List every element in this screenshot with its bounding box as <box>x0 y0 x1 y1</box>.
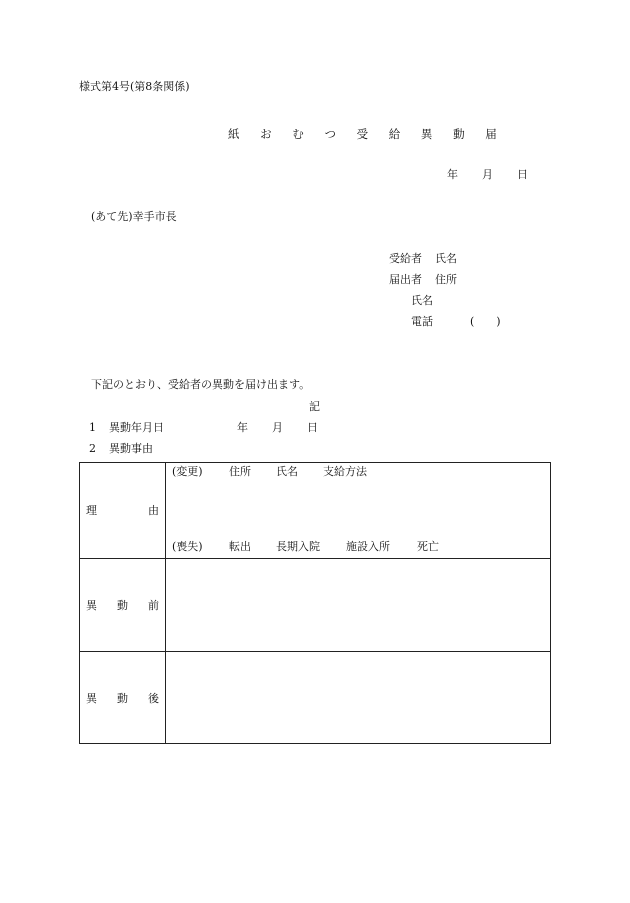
change-prefix: (変更) <box>172 465 203 478</box>
before-label-3: 前 <box>148 599 159 612</box>
notifier-label: 届出者 <box>389 273 422 286</box>
change-option-payment-method[interactable]: 支給方法 <box>323 465 367 478</box>
reason-label-2: 由 <box>148 504 159 517</box>
loss-option-facility[interactable]: 施設入所 <box>346 540 390 553</box>
item1-year: 年 <box>237 421 248 434</box>
reason-table <box>79 462 551 744</box>
loss-prefix: (喪失) <box>172 540 203 553</box>
date-day-label: 日 <box>517 168 528 181</box>
change-option-name[interactable]: 氏名 <box>276 465 298 478</box>
item1-number: 1 <box>89 421 96 434</box>
reason-label-1: 理 <box>86 504 97 517</box>
loss-option-hospitalization[interactable]: 長期入院 <box>276 540 320 553</box>
address-label: 住所 <box>435 273 457 286</box>
before-label-1: 異 <box>86 599 97 612</box>
after-label-2: 動 <box>117 692 128 705</box>
after-label-3: 後 <box>148 692 159 705</box>
before-label-2: 動 <box>117 599 128 612</box>
before-row <box>80 558 550 652</box>
change-option-address[interactable]: 住所 <box>229 465 251 478</box>
item2-number: 2 <box>89 442 96 455</box>
statement: 下記のとおり、受給者の異動を届け出ます。 <box>91 378 311 391</box>
after-input-cell[interactable] <box>166 652 550 744</box>
after-label-1: 異 <box>86 692 97 705</box>
addressee: (あて先)幸手市長 <box>91 210 177 223</box>
item1-label: 異動年月日 <box>109 421 164 434</box>
after-row <box>80 651 550 744</box>
item1-day: 日 <box>307 421 318 434</box>
date-month-label: 月 <box>482 168 493 181</box>
phone-label: 電話 <box>411 315 433 328</box>
ki-label: 記 <box>309 400 320 413</box>
date-year-label: 年 <box>447 168 458 181</box>
form-title: 紙 お む つ 受 給 異 動 届 <box>228 127 506 141</box>
item1-month: 月 <box>272 421 283 434</box>
form-number: 様式第4号(第8条関係) <box>79 80 190 93</box>
item2-label: 異動事由 <box>109 442 153 455</box>
loss-option-death[interactable]: 死亡 <box>417 540 439 553</box>
before-input-cell[interactable] <box>166 559 550 652</box>
name-label: 氏名 <box>411 294 433 307</box>
phone-parentheses: ( ) <box>470 315 501 328</box>
loss-option-move-out[interactable]: 転出 <box>229 540 251 553</box>
recipient-name-label: 氏名 <box>435 252 457 265</box>
recipient-label: 受給者 <box>389 252 422 265</box>
